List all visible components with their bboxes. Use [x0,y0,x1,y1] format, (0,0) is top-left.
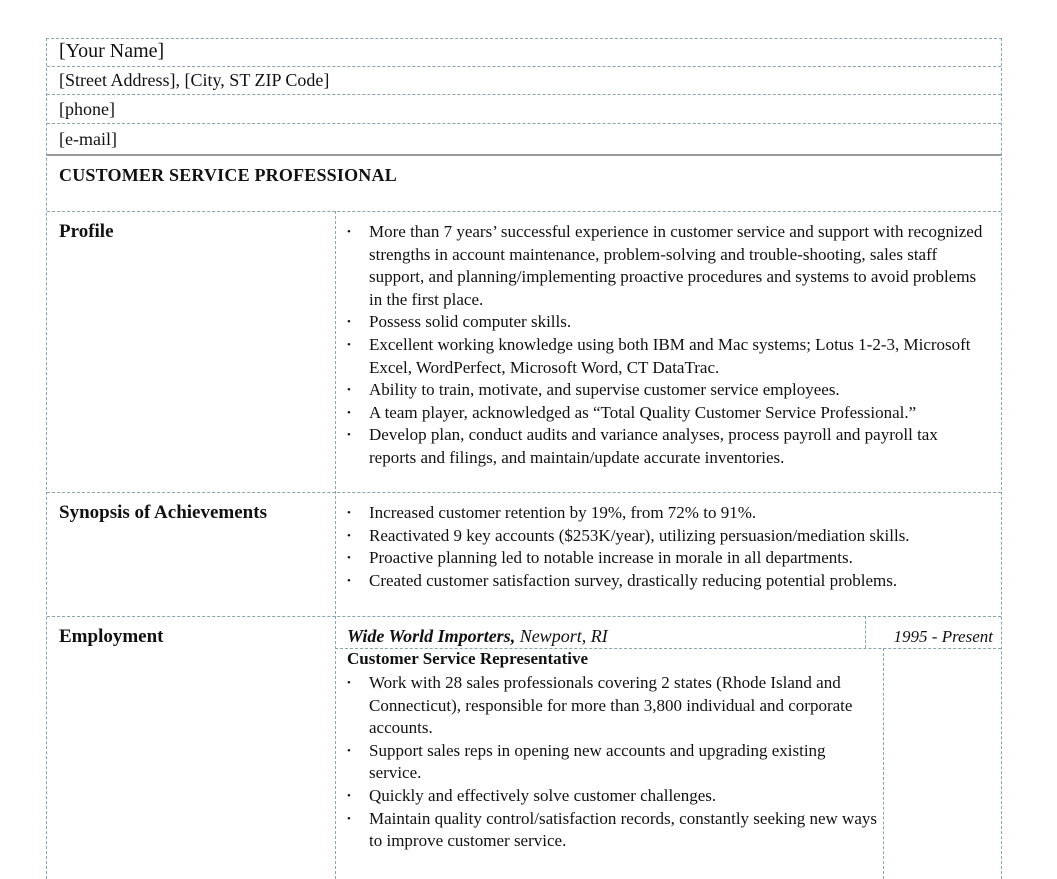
list-item: • Ability to train, motivate, and supervise customer service employees. [347,379,987,402]
list-item: • Work with 28 sales professionals covering 2 states (Rhode Island and Connecticut), responsible for more than 3,800 individual and corporate accounts. [347,672,877,740]
company-location: Newport, RI [515,626,608,646]
phone-field[interactable]: [phone] [59,99,115,119]
employment-dates: 1995 - Present [893,627,993,646]
achievements-list [347,502,992,592]
resume-document [46,38,1002,879]
list-item: • Maintain quality control/satisfaction records, constantly seeking new ways to improve customer service. [347,808,877,853]
achievements-divider [47,616,1001,617]
job-column-divider [883,648,884,879]
employment-list [347,672,877,853]
profile-list [347,221,987,470]
achievements-heading: Synopsis of Achievements [59,502,267,523]
street-address[interactable]: [Street Address], [City, ST ZIP Code] [59,70,330,90]
column-divider [335,211,336,879]
header-divider [47,154,1001,156]
list-item: • Quickly and effectively solve customer challenges. [347,785,877,808]
list-item: • Develop plan, conduct audits and variance analyses, process payroll and payroll tax reports and filings, and maintain/update accurate inventories. [347,424,987,469]
list-item: • A team player, acknowledged as “Total Quality Customer Service Professional.” [347,402,987,425]
list-item: • More than 7 years’ successful experience in customer service and support with recognized strengths in account maintenance, problem-solving and trouble-shooting, sales staff support, and planning/implementing proactive procedures and systems to avoid problems in the first place. [347,221,987,311]
list-item: • Created customer satisfaction survey, drastically reducing potential problems. [347,570,992,593]
list-item: • Excellent working knowledge using both IBM and Mac systems; Lotus 1-2-3, Microsoft Excel, WordPerfect, Microsoft Word, CT DataTrac. [347,334,987,379]
list-item: • Proactive planning led to notable increase in morale in all departments. [347,547,992,570]
list-item: • Increased customer retention by 19%, from 72% to 91%. [347,502,992,525]
objective-divider [47,211,1001,212]
company-name: Wide World Importers, [347,626,516,646]
job-title: Customer Service Representative [347,649,589,668]
name-row [47,39,1001,67]
email-row [47,125,1001,153]
your-name[interactable]: [Your Name] [59,40,165,62]
company-line [347,626,608,647]
phone-row [47,96,1001,124]
dates-divider [865,616,866,648]
list-item: • Support sales reps in opening new accounts and upgrading existing service. [347,740,877,785]
list-item: • Reactivated 9 key accounts ($253K/year), utilizing persuasion/mediation skills. [347,525,992,548]
email-field[interactable]: [e-mail] [59,129,117,149]
employment-heading: Employment [59,626,164,647]
objective-title[interactable]: CUSTOMER SERVICE PROFESSIONAL [59,165,397,185]
address-row [47,67,1001,95]
list-item: • Possess solid computer skills. [347,311,987,334]
profile-heading: Profile [59,221,114,242]
profile-divider [47,492,1001,493]
